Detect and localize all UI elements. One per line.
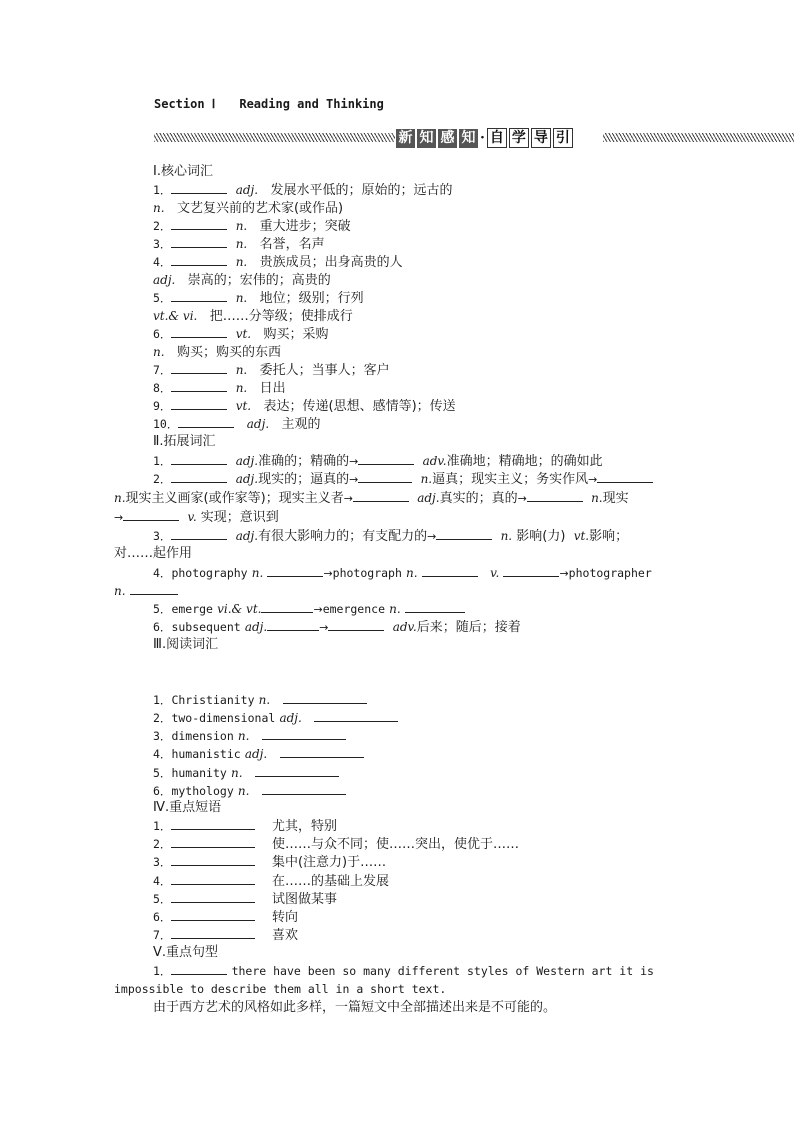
arrow-icon: → [114, 511, 124, 524]
arrow-icon: → [349, 473, 359, 486]
vocab-item: n. 购买；购买的东西 [153, 345, 281, 360]
sentence-translation: 由于西方艺术的风格如此多样，一篇短文中全部描述出来是不可能的。 [153, 1000, 557, 1015]
answer-blank[interactable] [262, 727, 346, 740]
answer-blank[interactable] [262, 782, 346, 795]
banner-dot: · [480, 130, 485, 146]
vocab-item: 6． vt. 购买；采购 [153, 327, 329, 342]
arrow-icon: → [349, 455, 359, 468]
answer-blank[interactable] [527, 489, 583, 502]
answer-blank[interactable] [171, 289, 227, 302]
part4-heading: Ⅳ.重点短语 [153, 800, 222, 815]
vocab-item: 2． n. 重大进步；突破 [153, 219, 351, 234]
banner-char: 知 [459, 129, 478, 148]
expand-item-continued: 对……起作用 [114, 546, 193, 561]
answer-blank[interactable] [171, 908, 255, 921]
answer-blank[interactable] [171, 235, 227, 248]
vocab-item: 4． n. 贵族成员；出身高贵的人 [153, 255, 403, 270]
answer-blank[interactable] [267, 564, 323, 577]
phrase-item: 4． 在……的基础上发展 [153, 874, 389, 889]
expand-item: 6．subsequent adj. → adv.后来；随后；接着 [153, 620, 521, 635]
reading-item: 1．Christianity n. [153, 691, 367, 710]
answer-blank[interactable] [171, 835, 255, 848]
vocab-item: 1． adj. 发展水平低的；原始的；远古的 [153, 183, 453, 198]
banner-rule-left [154, 133, 395, 142]
answer-blank[interactable] [503, 564, 559, 577]
answer-blank[interactable] [171, 817, 255, 830]
arrow-icon: → [313, 603, 323, 616]
part2-heading: Ⅱ.拓展词汇 [153, 434, 216, 449]
phrase-item: 7． 喜欢 [153, 928, 298, 943]
vocab-item: 7． n. 委托人；当事人；客户 [153, 363, 390, 378]
answer-blank[interactable] [171, 853, 255, 866]
answer-blank[interactable] [283, 691, 367, 704]
answer-blank[interactable] [171, 181, 227, 194]
answer-blank[interactable] [130, 582, 178, 595]
expand-item-continued: → v. 实现；意识到 [114, 510, 279, 525]
sentence-item-continued: impossible to describe them all in a short text. [114, 982, 447, 996]
expand-item: 3． adj.有很大影响力的；有支配力的→ n. 影响(力) vt.影响； [153, 529, 629, 544]
answer-blank[interactable] [436, 527, 492, 540]
expand-item: 1． adj.准确的；精确的→ adv.准确地；精确地；的确如此 [153, 454, 603, 469]
banner-char: 学 [509, 128, 529, 148]
answer-blank[interactable] [171, 217, 227, 230]
arrow-icon: → [588, 473, 598, 486]
vocab-item: 9． vt. 表达；传递(思想、感情等)；传送 [153, 399, 456, 414]
arrow-icon: → [559, 567, 569, 580]
answer-blank[interactable] [261, 600, 313, 613]
arrow-icon: → [319, 621, 329, 634]
answer-blank[interactable] [171, 361, 227, 374]
answer-blank[interactable] [328, 618, 384, 631]
arrow-icon: → [343, 492, 353, 505]
answer-blank[interactable] [597, 470, 653, 483]
vocab-item: adj. 崇高的；宏伟的；高贵的 [153, 273, 331, 288]
phrase-item: 1． 尤其，特别 [153, 819, 337, 834]
answer-blank[interactable] [314, 709, 398, 722]
section-name: Reading and Thinking [239, 97, 384, 111]
phrase-item: 2． 使……与众不同；使……突出，使优于…… [153, 837, 519, 852]
banner-char: 引 [553, 128, 573, 148]
vocab-item: n. 文艺复兴前的艺术家(或作品) [153, 201, 344, 216]
answer-blank[interactable] [171, 470, 227, 483]
answer-blank[interactable] [171, 890, 255, 903]
answer-blank[interactable] [123, 508, 179, 521]
answer-blank[interactable] [358, 470, 412, 483]
answer-blank[interactable] [255, 764, 339, 777]
arrow-icon: → [427, 530, 437, 543]
phrase-item: 3． 集中(注意力)于…… [153, 855, 387, 870]
banner-char: 导 [531, 128, 551, 148]
part5-heading: Ⅴ.重点句型 [153, 945, 219, 960]
answer-blank[interactable] [422, 564, 478, 577]
reading-item: 2．two-dimensional adj. [153, 709, 398, 728]
answer-blank[interactable] [171, 926, 255, 939]
answer-blank[interactable] [267, 618, 319, 631]
reading-item: 4．humanistic adj. [153, 745, 364, 764]
answer-blank[interactable] [171, 253, 227, 266]
part1-heading: Ⅰ.核心词汇 [153, 164, 213, 179]
banner-char: 新 [396, 129, 415, 148]
vocab-item: 5． n. 地位；级别；行列 [153, 291, 364, 306]
answer-blank[interactable] [353, 489, 409, 502]
answer-blank[interactable] [405, 600, 465, 613]
reading-item: 3．dimension n. [153, 727, 346, 746]
expand-item: 4．photography n. →photograph n. v. →photographer [153, 566, 652, 580]
section-label: Section Ⅰ [154, 97, 216, 111]
expand-item-continued: n.现实主义画家(或作家等)；现实主义者→ adj.真实的；真的→ n.现实 [114, 491, 629, 506]
answer-blank[interactable] [178, 415, 234, 428]
answer-blank[interactable] [280, 745, 364, 758]
arrow-icon: → [517, 492, 527, 505]
section-banner [396, 126, 575, 150]
vocab-item: 3． n. 名誉，名声 [153, 237, 325, 252]
answer-blank[interactable] [171, 397, 227, 410]
part3-heading: Ⅲ.阅读词汇 [153, 637, 219, 652]
vocab-item: vt.& vi. 把……分等级；使排成行 [153, 309, 353, 324]
banner-char: 自 [487, 128, 507, 148]
reading-item: 5．humanity n. [153, 764, 339, 783]
answer-blank[interactable] [171, 379, 227, 392]
reading-item: 6．mythology n. [153, 782, 346, 801]
banner-char: 知 [417, 129, 436, 148]
banner-rule-right [603, 133, 794, 142]
answer-blank[interactable] [171, 325, 227, 338]
answer-blank[interactable] [171, 452, 227, 465]
banner-char: 感 [438, 129, 457, 148]
vocab-item: 10． adj. 主观的 [153, 417, 321, 432]
answer-blank[interactable] [171, 872, 255, 885]
arrow-icon: → [323, 567, 333, 580]
answer-blank[interactable] [171, 962, 227, 975]
phrase-item: 6． 转向 [153, 910, 298, 925]
expand-item-continued: n. [114, 582, 178, 601]
expand-item: 5．emerge vi.& vt. →emergence n. [153, 600, 465, 619]
section-title [154, 97, 384, 111]
answer-blank[interactable] [171, 527, 227, 540]
answer-blank[interactable] [358, 452, 414, 465]
vocab-item: 8． n. 日出 [153, 381, 286, 396]
sentence-item: 1． there have been so many different styles of Western art it is [153, 964, 654, 978]
expand-item: 2． adj.现实的；逼真的→ n.逼真；现实主义；务实作风→ [153, 470, 653, 489]
phrase-item: 5． 试图做某事 [153, 892, 337, 907]
